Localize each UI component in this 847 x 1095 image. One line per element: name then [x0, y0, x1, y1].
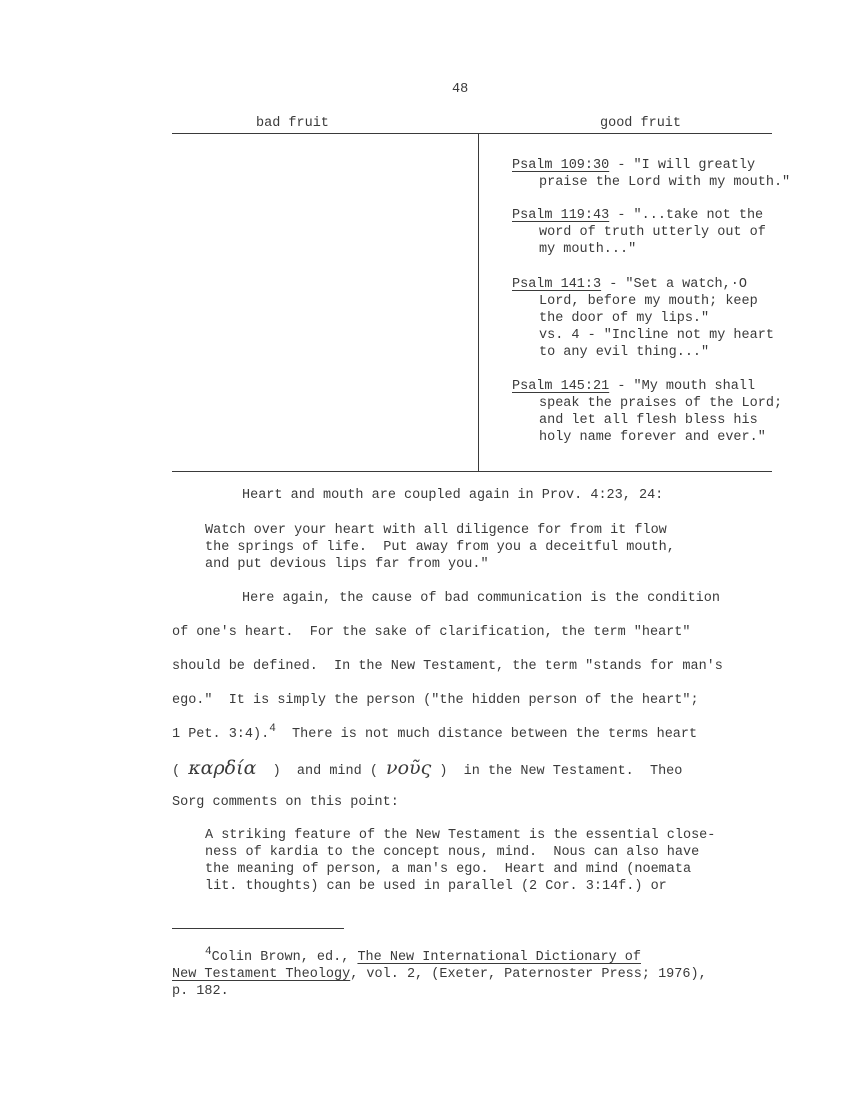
psalm-ref: Psalm 145:21 [512, 379, 610, 394]
page-number: 48 [452, 82, 469, 97]
para-line: Sorg comments on this point: [172, 795, 399, 810]
psalm-text: to any evil thing..." [539, 345, 710, 360]
paren: ( [172, 764, 181, 779]
col-header-bad-fruit: bad fruit [256, 116, 329, 131]
intro-sentence: Heart and mouth are coupled again in Prov. 4:23, 24: [242, 488, 664, 503]
psalm-text: speak the praises of the Lord; [539, 396, 783, 411]
footnote-author: Colin Brown, ed., [211, 950, 358, 965]
para-line: should be defined. In the New Testament, the term "stands for man's [172, 659, 723, 674]
quote-line: the springs of life. Put away from you a deceitful mouth, [205, 540, 675, 555]
table-column-divider [478, 133, 479, 471]
quote-line: ness of kardia to the concept nous, mind. Nous can also have [205, 845, 700, 860]
quote-line: A striking feature of the New Testament is the essential close- [205, 828, 716, 843]
psalm-text: holy name forever and ever." [539, 430, 766, 445]
text: ) in the New Testament. Theo [439, 764, 683, 779]
col-header-good-fruit: good fruit [600, 116, 682, 131]
nous-greek-handwritten: νοῦς [386, 757, 432, 779]
quote-line: the meaning of person, a man's ego. Heart and mind (noemata [205, 862, 692, 877]
psalm-ref: Psalm 141:3 [512, 277, 602, 292]
footnote-publication: , vol. 2, (Exeter, Paternoster Press; 1976), [350, 967, 707, 982]
quote-line: and put devious lips far from you." [205, 557, 489, 572]
para-line: ego." It is simply the person ("the hidden person of the heart"; [172, 693, 699, 708]
footnote-number: 4 [205, 946, 212, 958]
psalm-text: - "Set a watch,·O [609, 277, 747, 292]
para-line: of one's heart. For the sake of clarification, the term "heart" [172, 625, 691, 640]
psalm-text: praise the Lord with my mouth." [539, 175, 791, 190]
footnote-marker: 4 [269, 723, 276, 735]
psalm-ref: Psalm 109:30 [512, 158, 610, 173]
para-line: Here again, the cause of bad communication is the condition [242, 591, 720, 606]
kardia-greek-handwritten: καρδία [188, 757, 257, 779]
table-bottom-rule [172, 471, 772, 472]
footnote-page: p. 182. [172, 984, 229, 999]
psalm-ref: Psalm 119:43 [512, 208, 610, 223]
quote-line: Watch over your heart with all diligence for from it flow [205, 523, 667, 538]
greek-terms-line [172, 757, 682, 779]
psalm-text: my mouth..." [539, 242, 637, 257]
quote-line: lit. thoughts) can be used in parallel (2 Cor. 3:14f.) or [205, 879, 667, 894]
psalm-text: - "I will greatly [617, 158, 756, 173]
psalm-text: and let all flesh bless his [539, 413, 758, 428]
footnote-title: New Testament Theology [172, 967, 351, 982]
psalm-text: word of truth utterly out of [539, 225, 766, 240]
para-line: 1 Pet. 3:4). [172, 727, 270, 742]
psalm-text: the door of my lips." [539, 311, 710, 326]
footnote-title: The New International Dictionary of [357, 950, 641, 965]
para-line: There is not much distance between the terms heart [292, 727, 698, 742]
table-top-rule [172, 133, 772, 134]
footnote-rule [172, 928, 344, 929]
psalm-text: - "...take not the [617, 208, 764, 223]
text: ) and mind ( [272, 764, 378, 779]
psalm-text: Lord, before my mouth; keep [539, 294, 758, 309]
psalm-text: vs. 4 - "Incline not my heart [539, 328, 774, 343]
psalm-text: - "My mouth shall [617, 379, 756, 394]
